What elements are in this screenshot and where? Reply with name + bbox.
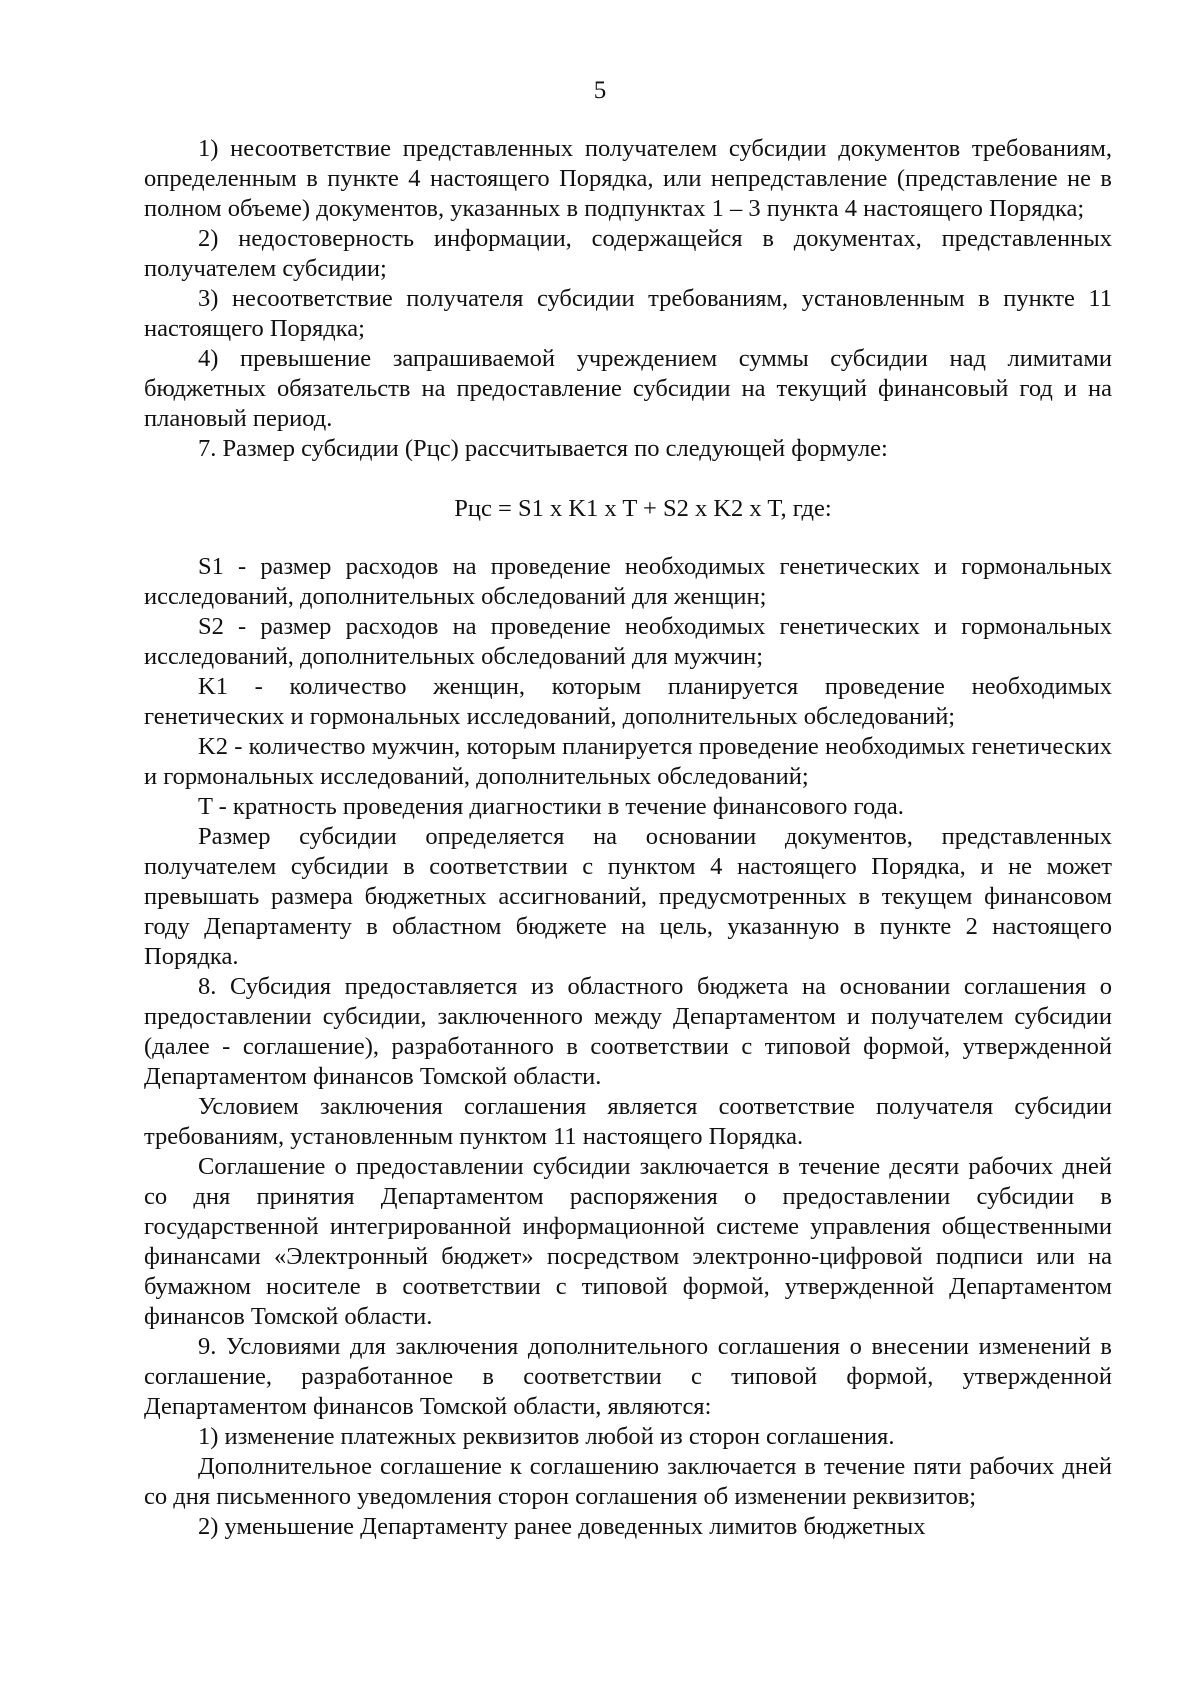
document-body [144,134,1112,1542]
paragraph-t-definition: T - кратность проведения диагностики в течение финансового года. [198,793,904,820]
paragraph-k1-definition: K1 - количество женщин, которым планируется проведение необходимых генетических и гормональных исследований, дополнительных обследований; [144,673,1112,730]
paragraph-reason-2: 2) недостоверность информации, содержащейся в документах, представленных получателем субсидии; [144,225,1112,282]
paragraph-agreement-condition: Условием заключения соглашения является соответствие получателя субсидии требованиям, установленным пунктом 11 настоящего Порядка. [144,1093,1112,1150]
paragraph-subsidy-size: Размер субсидии определяется на основании документов, представленных получателем субсидии в соответствии с пунктом 4 настоящего Порядка, и не может превышать размера бюджетных ассигнований, предусмотренных в текущем финансовом году Департаменту в областном бюджете на цель, указанную в пункте 2 настоящего Порядка. [144,823,1112,970]
subsidy-formula: Рцс = S1 x K1 x T + S2 x K2 x T, где: [454,495,832,522]
paragraph-clause-7: 7. Размер субсидии (Рцс) рассчитывается по следующей формуле: [198,435,888,462]
paragraph-condition-2: 2) уменьшение Департаменту ранее доведенных лимитов бюджетных [198,1513,926,1540]
paragraph-k2-definition: K2 - количество мужчин, которым планируется проведение необходимых генетических и гормональных исследований, дополнительных обследований; [144,733,1112,790]
paragraph-condition-1: 1) изменение платежных реквизитов любой из сторон соглашения. [198,1423,895,1450]
page-number: 5 [593,77,607,104]
paragraph-reason-4: 4) превышение запрашиваемой учреждением суммы субсидии над лимитами бюджетных обязательств на предоставление субсидии на текущий финансовый год и на плановый период. [144,345,1112,432]
paragraph-additional-agreement: Дополнительное соглашение к соглашению заключается в течение пяти рабочих дней со дня письменного уведомления сторон соглашения об изменении реквизитов; [144,1453,1112,1510]
paragraph-reason-3: 3) несоответствие получателя субсидии требованиям, установленным в пункте 11 настоящего Порядка; [144,285,1112,342]
paragraph-clause-9: 9. Условиями для заключения дополнительного соглашения о внесении изменений в соглашение, разработанное в соответствии с типовой формой, утвержденной Департаментом финансов Томской области, являются: [144,1333,1112,1420]
paragraph-reason-1: 1) несоответствие представленных получателем субсидии документов требованиям, определенным в пункте 4 настоящего Порядка, или непредставление (представление не в полном объеме) документов, указанных в подпунктах 1 – 3 пункта 4 настоящего Порядка; [144,135,1112,222]
paragraph-agreement-term: Соглашение о предоставлении субсидии заключается в течение десяти рабочих дней со дня принятия Департаментом распоряжения о предоставлении субсидии в государственной интегрированной информационной системе управления общественными финансами «Электронный бюджет» посредством электронно-цифровой подписи или на бумажном носителе в соответствии с типовой формой, утвержденной Департаментом финансов Томской области. [144,1153,1112,1330]
paragraph-s1-definition: S1 - размер расходов на проведение необходимых генетических и гормональных исследований, дополнительных обследований для женщин; [144,553,1112,610]
paragraph-clause-8: 8. Субсидия предоставляется из областного бюджета на основании соглашения о предоставлении субсидии, заключенного между Департаментом и получателем субсидии (далее - соглашение), разработанного в соответствии с типовой формой, утвержденной Департаментом финансов Томской области. [144,973,1112,1090]
paragraph-s2-definition: S2 - размер расходов на проведение необходимых генетических и гормональных исследований, дополнительных обследований для мужчин; [144,613,1112,670]
